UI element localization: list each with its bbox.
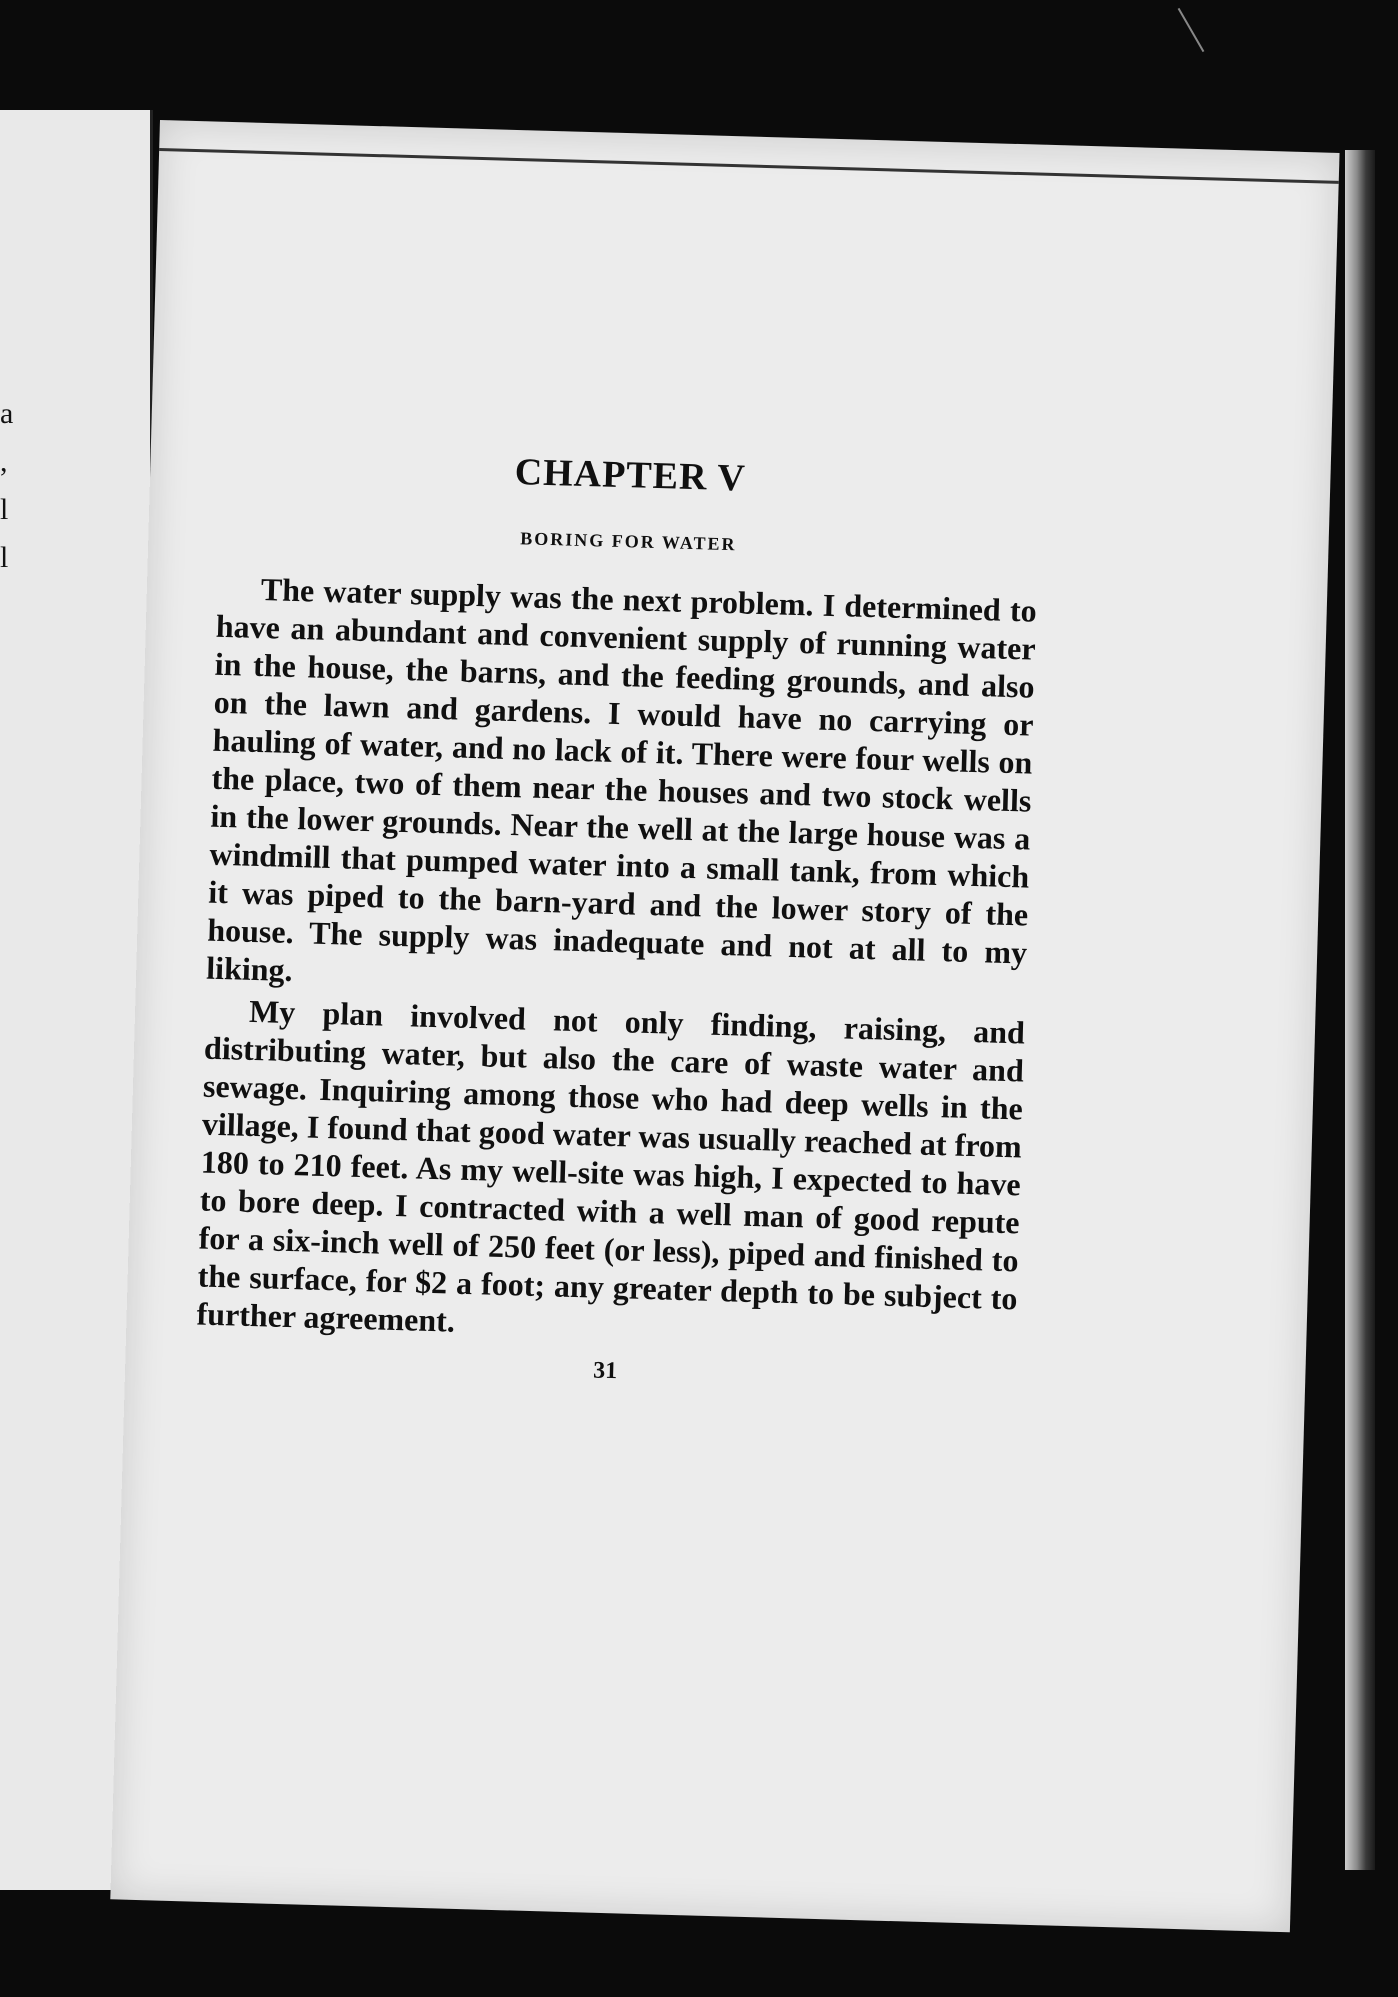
page-number: 31 xyxy=(592,1357,618,1385)
book-page xyxy=(110,120,1339,1932)
left-mark: a xyxy=(0,397,14,430)
page-edge xyxy=(1345,150,1375,1870)
left-mark: l xyxy=(0,493,9,526)
paragraph: My plan involved not only finding, raising, and distributing water, but also the care of waste water and sewage. Inquiring among those who had deep wells in the village, I found that good water was usually reached at from 180 to 210 feet. As my well-site was high, I expected to have to bore deep. I contracted with a well man of good repute for a six-inch well of 250 feet (or less), piped and finished to the surface, for $2 a foot; any greater depth to be subject to further agreement. xyxy=(196,992,1026,1339)
page-top-border xyxy=(159,148,1339,184)
chapter-title: CHAPTER V xyxy=(514,451,747,500)
previous-page-text-fragments xyxy=(0,390,14,582)
paragraph: The water supply was the next problem. I determined to have an abundant and convenient supply of running water in the house, the barns, and the feeding grounds, and also on the lawn and gardens. I would have no carrying or hauling of water, and no lack of it. There were four wells on the place, two of them near the houses and two stock wells in the lower grounds. Near the well at the large house was a windmill that pumped water into a small tank, from which it was piped to the barn-yard and the lower story of the house. The supply was inadequate and not at all to my liking. xyxy=(205,571,1038,989)
scan-artifact xyxy=(1178,8,1205,52)
left-mark: , xyxy=(0,445,8,478)
chapter-subtitle: BORING FOR WATER xyxy=(519,528,737,555)
page-content xyxy=(195,442,1041,1397)
left-mark: l xyxy=(0,541,9,574)
